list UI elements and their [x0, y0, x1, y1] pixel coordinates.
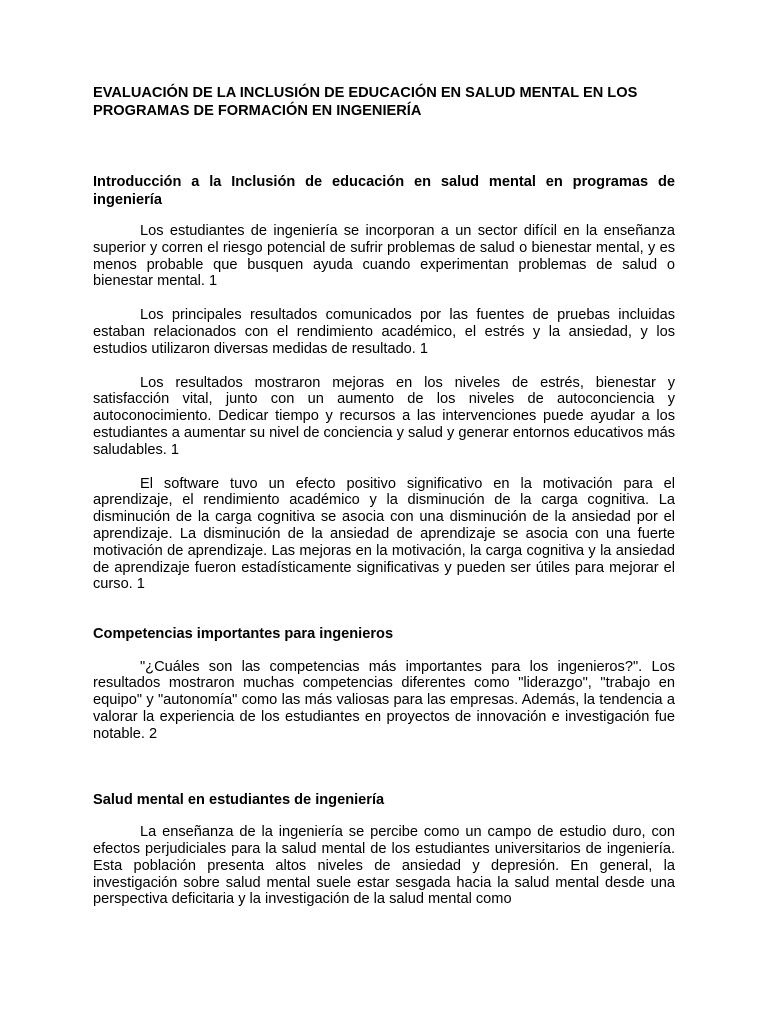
paragraph: El software tuvo un efecto positivo significativo en la motivación para el aprendizaje, el rendimiento académico y la disminución de la carga cognitiva. La disminución de la carga cognitiva se asocia con una disminución de la ansiedad por el aprendizaje. La disminución de la ansiedad de aprendizaje se asocia con una fuerte motivación de aprendizaje. Las mejoras en la motivación, la carga cognitiva y la ansiedad de aprendizaje fueron estadísticamente significativas y pueden ser útiles para mejorar el curso. 1 [93, 475, 675, 593]
paragraph: "¿Cuáles son las competencias más importantes para los ingenieros?". Los resultados mostraron muchas competencias diferentes como "liderazgo", "trabajo en equipo" y "autonomía" como las más valiosas para las empresas. Además, la tendencia a valorar la experiencia de los estudiantes en proyectos de innovación e investigación fue notable. 2 [93, 658, 675, 742]
paragraph: La enseñanza de la ingeniería se percibe como un campo de estudio duro, con efectos perjudiciales para la salud mental de los estudiantes universitarios de ingeniería. Esta población presenta altos niveles de ansiedad y depresión. En general, la investigación sobre salud mental suele estar sesgada hacia la salud mental desde una perspectiva deficitaria y la investigación de la salud mental como [93, 824, 675, 908]
document-page [93, 85, 675, 908]
section-heading-salud-mental: Salud mental en estudiantes de ingeniería [93, 791, 385, 808]
paragraph: Los resultados mostraron mejoras en los niveles de estrés, bienestar y satisfacción vital, junto con un aumento de los niveles de autoconciencia y autoconocimiento. Dedicar tiempo y recursos a las intervenciones puede ayudar a los estudiantes a aumentar su nivel de conciencia y salud y generar entornos educativos más saludables. 1 [93, 374, 675, 458]
section-heading-competencias: Competencias importantes para ingenieros [93, 626, 394, 643]
paragraph: Los principales resultados comunicados por las fuentes de pruebas incluidas estaban relacionados con el rendimiento académico, el estrés y la ansiedad, y los estudios utilizaron diversas medidas de resultado. 1 [93, 307, 675, 357]
paragraph: Los estudiantes de ingeniería se incorporan a un sector difícil en la enseñanza superior y corren el riesgo potencial de sufrir problemas de salud o bienestar mental, y es menos probable que busquen ayuda cuando experimentan problemas de salud o bienestar mental. 1 [93, 223, 675, 290]
document-title: EVALUACIÓN DE LA INCLUSIÓN DE EDUCACIÓN EN SALUD MENTAL EN LOS PROGRAMAS DE FORMACIÓN EN INGENIERÍA [93, 85, 638, 119]
section-heading-introduccion: Introducción a la Inclusión de educación en salud mental en programas de ingeniería [93, 174, 675, 208]
